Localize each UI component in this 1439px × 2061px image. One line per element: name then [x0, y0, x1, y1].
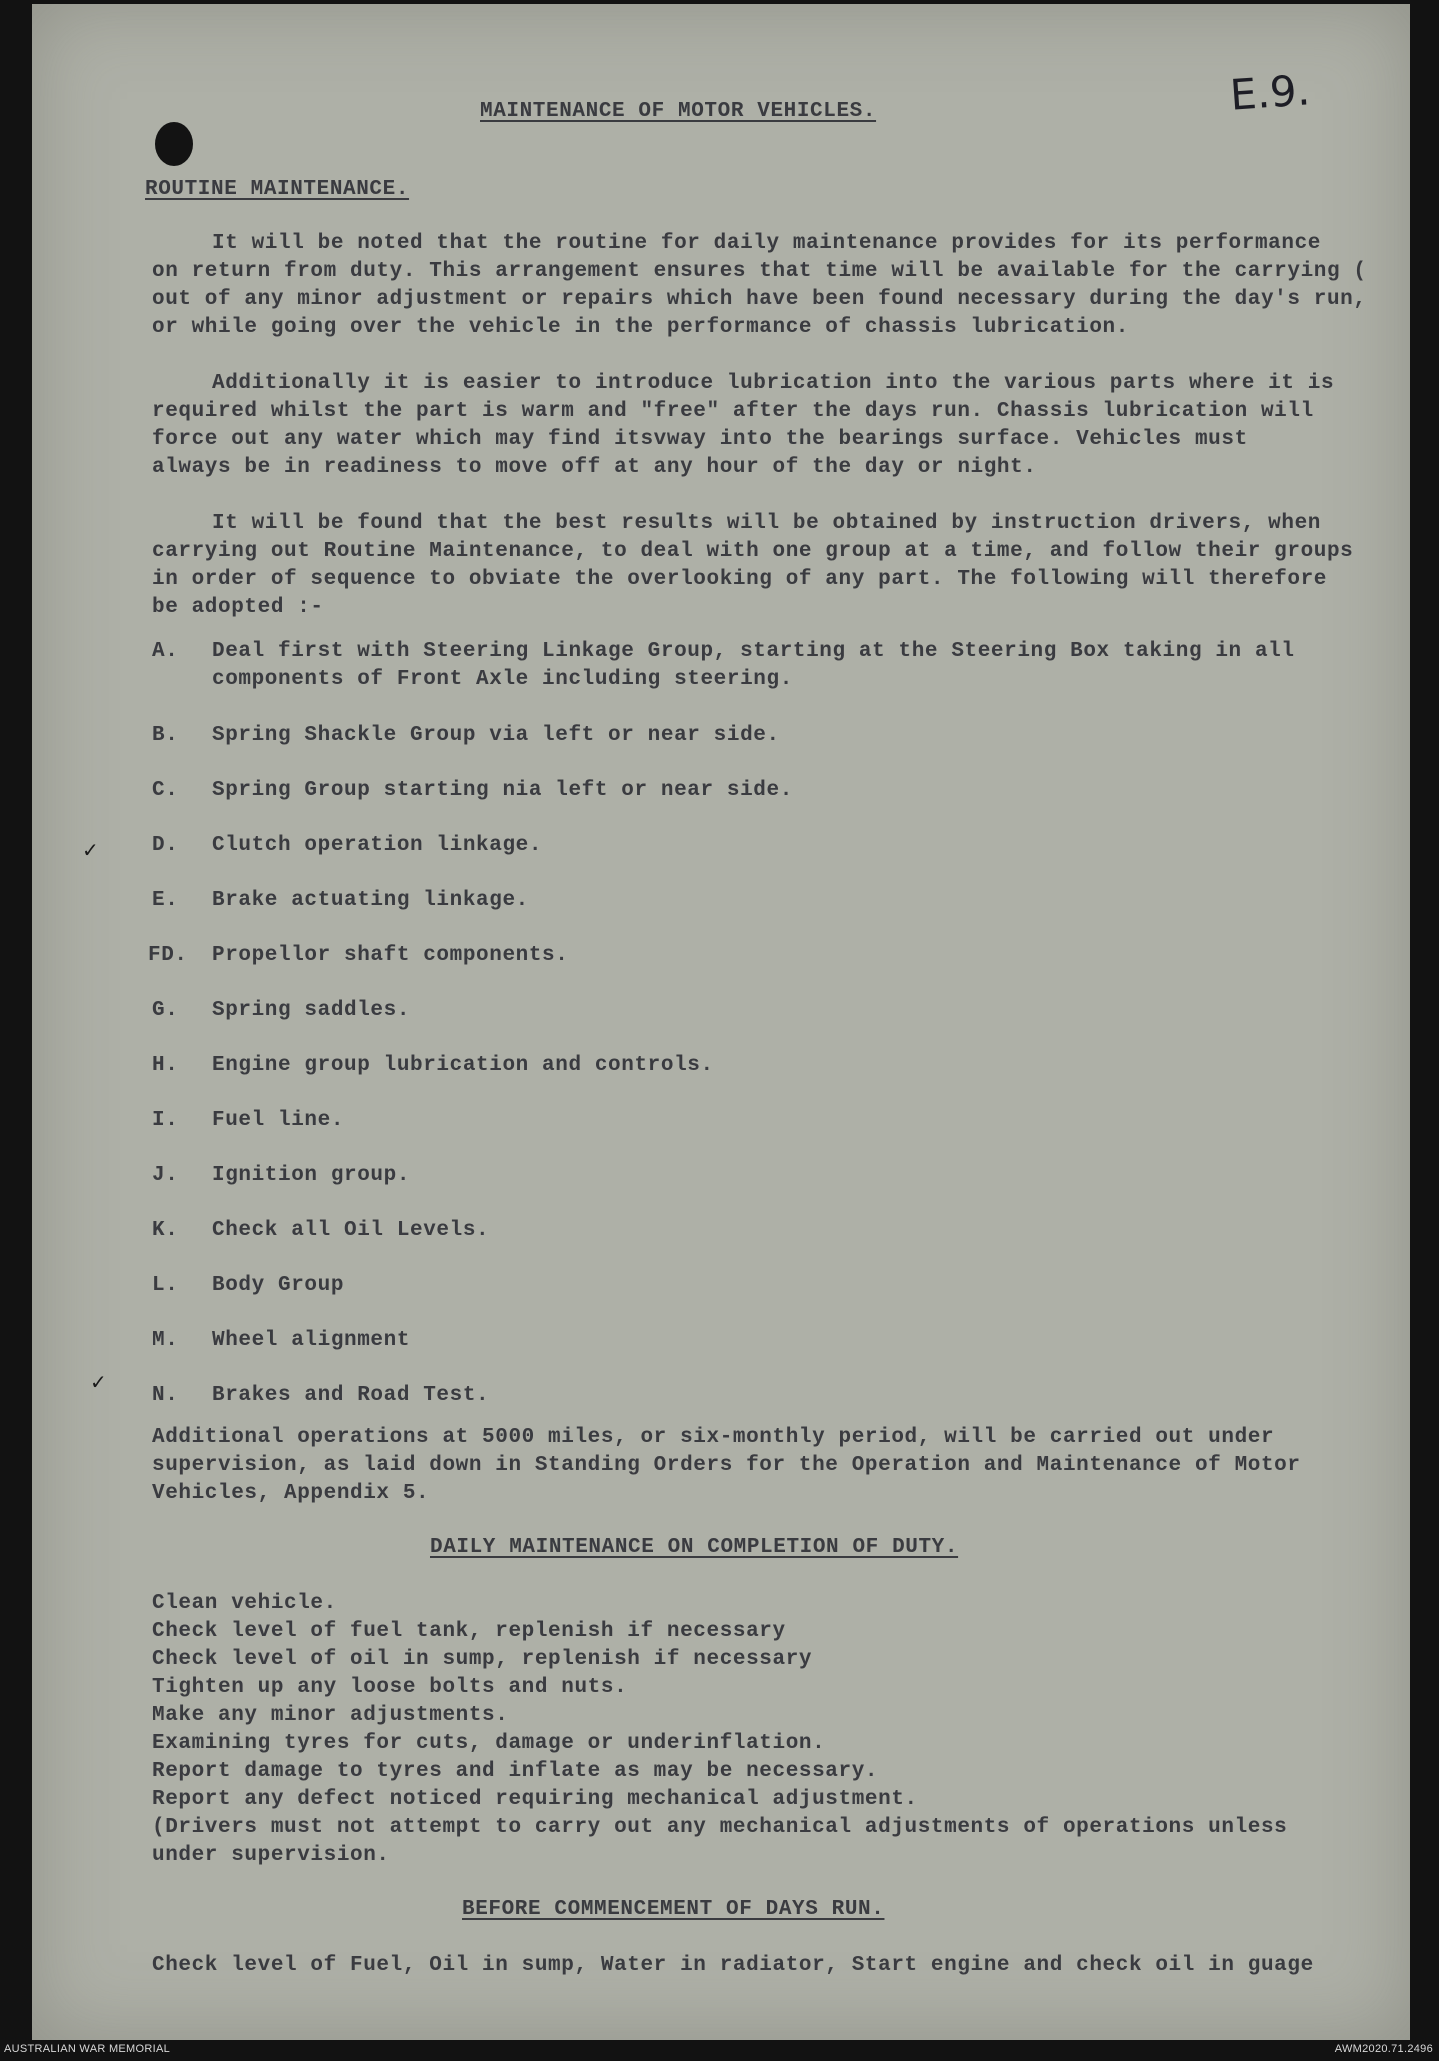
tick-mark: ✓: [82, 838, 99, 862]
list-item-text: Body Group: [212, 1274, 345, 1297]
list-item-text: components of Front Axle including steering.: [212, 668, 793, 691]
before-run-line: Check level of Fuel, Oil in sump, Water in radiator, Start engine and check oil in guage: [152, 1954, 1314, 1977]
para3-line: be adopted :-: [152, 596, 324, 619]
daily-item: Check level of fuel tank, replenish if necessary: [152, 1620, 786, 1643]
para2-line: always be in readiness to move off at any hour of the day or night.: [152, 456, 1037, 479]
para1-line: or while going over the vehicle in the performance of chassis lubrication.: [152, 316, 1129, 339]
list-item-text: Brake actuating linkage.: [212, 889, 529, 912]
list-item-text: Spring Group starting nia left or near side.: [212, 779, 793, 802]
para4-line: supervision, as laid down in Standing Orders for the Operation and Maintenance of Motor: [152, 1454, 1301, 1477]
section-heading-before-run: BEFORE COMMENCEMENT OF DAYS RUN.: [462, 1898, 885, 1921]
list-item-text: Engine group lubrication and controls.: [212, 1054, 714, 1077]
punch-hole: [155, 122, 193, 166]
list-letter: B.: [152, 724, 179, 747]
list-item-text: Spring Shackle Group via left or near side.: [212, 724, 780, 747]
daily-item: Report any defect noticed requiring mechanical adjustment.: [152, 1788, 918, 1811]
list-letter: I.: [152, 1109, 179, 1132]
list-item-text: Brakes and Road Test.: [212, 1384, 490, 1407]
footer-accession: AWM2020.71.2496: [1334, 2043, 1433, 2055]
daily-item: Check level of oil in sump, replenish if necessary: [152, 1648, 813, 1671]
para3-line: carrying out Routine Maintenance, to deal with one group at a time, and follow their groups: [152, 540, 1354, 563]
daily-item: Clean vehicle.: [152, 1592, 337, 1615]
list-letter: J.: [152, 1164, 179, 1187]
para2-line: required whilst the part is warm and "free" after the days run. Chassis lubrication will: [152, 400, 1314, 423]
list-item-text: Fuel line.: [212, 1109, 345, 1132]
list-item-text: Wheel alignment: [212, 1329, 411, 1352]
daily-item: (Drivers must not attempt to carry out any mechanical adjustments of operations unless: [152, 1816, 1288, 1839]
section-heading-daily: DAILY MAINTENANCE ON COMPLETION OF DUTY.: [430, 1536, 959, 1559]
list-letter: C.: [152, 779, 179, 802]
list-letter: M.: [152, 1329, 179, 1352]
list-letter: N.: [152, 1384, 179, 1407]
list-letter: A.: [152, 640, 179, 663]
para3-line: It will be found that the best results will be obtained by instruction drivers, when: [212, 512, 1321, 535]
list-letter: FD.: [148, 944, 188, 967]
daily-item: under supervision.: [152, 1844, 390, 1867]
section-heading-routine: ROUTINE MAINTENANCE.: [145, 178, 410, 201]
para2-line: Additionally it is easier to introduce lubrication into the various parts where it is: [212, 372, 1335, 395]
list-item-text: Check all Oil Levels.: [212, 1219, 490, 1242]
daily-item: Make any minor adjustments.: [152, 1704, 509, 1727]
page-title: MAINTENANCE OF MOTOR VEHICLES.: [480, 100, 877, 123]
list-letter: H.: [152, 1054, 179, 1077]
para2-line: force out any water which may find itsvway into the bearings surface. Vehicles must: [152, 428, 1248, 451]
list-letter: E.: [152, 889, 179, 912]
tick-mark: ✓: [90, 1370, 107, 1394]
list-item-text: Clutch operation linkage.: [212, 834, 543, 857]
list-letter: K.: [152, 1219, 179, 1242]
para1-line: on return from duty. This arrangement ensures that time will be available for the carrying (: [152, 260, 1367, 283]
footer-source: AUSTRALIAN WAR MEMORIAL: [4, 2043, 171, 2055]
para1-line: out of any minor adjustment or repairs which have been found necessary during the day's run,: [152, 288, 1367, 311]
daily-item: Report damage to tyres and inflate as may be necessary.: [152, 1760, 879, 1783]
para4-line: Vehicles, Appendix 5.: [152, 1482, 430, 1505]
para1-line: It will be noted that the routine for daily maintenance provides for its performance: [212, 232, 1321, 255]
list-letter: D.: [152, 834, 179, 857]
list-letter: G.: [152, 999, 179, 1022]
para4-line: Additional operations at 5000 miles, or six-monthly period, will be carried out under: [152, 1426, 1275, 1449]
list-item-text: Ignition group.: [212, 1164, 411, 1187]
daily-item: Examining tyres for cuts, damage or underinflation.: [152, 1732, 826, 1755]
list-item-text: Deal first with Steering Linkage Group, starting at the Steering Box taking in all: [212, 640, 1295, 663]
daily-item: Tighten up any loose bolts and nuts.: [152, 1676, 628, 1699]
para3-line: in order of sequence to obviate the overlooking of any part. The following will therefore: [152, 568, 1327, 591]
list-item-text: Spring saddles.: [212, 999, 411, 1022]
list-letter: L.: [152, 1274, 179, 1297]
list-item-text: Propellor shaft components.: [212, 944, 569, 967]
folio-mark: E.9.: [1228, 65, 1312, 120]
